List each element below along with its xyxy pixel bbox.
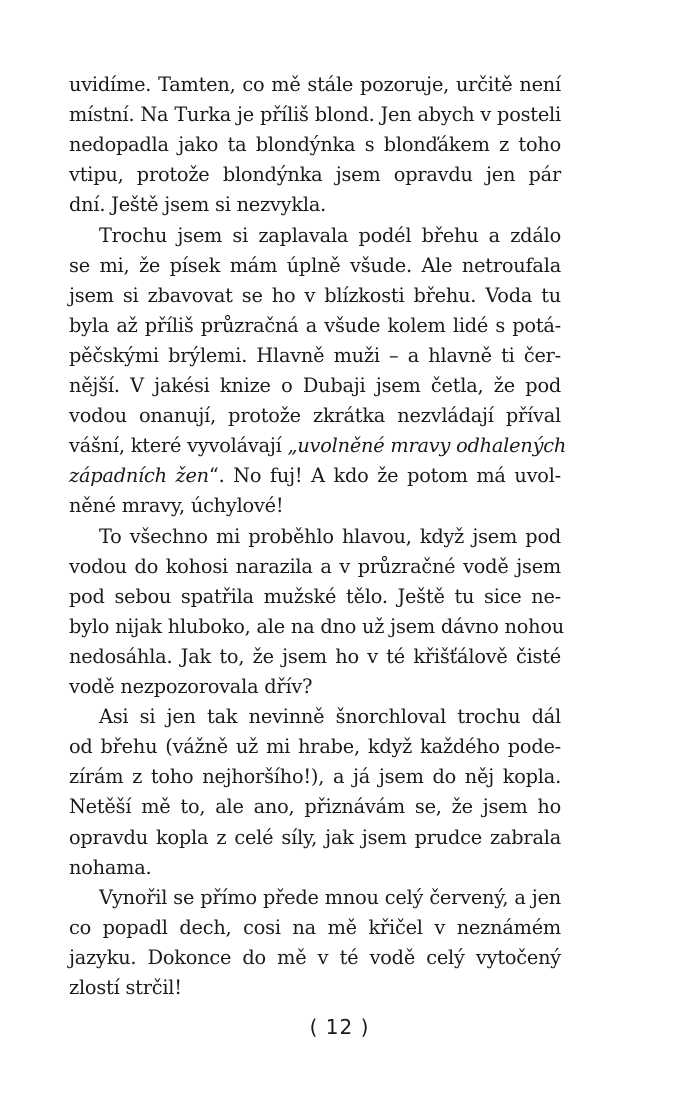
text-line: od břehu (vážně už mi hrabe, když každého pode- [69,735,561,759]
text-line: něné mravy, úchylové! [69,494,284,518]
text-span: vášní, které vyvolávají [69,434,288,458]
text-line: se mi, že písek mám úplně všude. Ale netroufala [69,253,561,277]
text-line: vodou do kohosi narazila a v průzračné vodě jsem [69,554,561,578]
text-line: opravdu kopla z celé síly, jak jsem prudce zabrala [69,825,561,849]
text-line: To všechno mi proběhlo hlavou, když jsem pod [99,524,561,548]
book-page [69,68,567,1068]
text-line: jsem si zbavovat se ho v blízkosti břehu. Voda tu [69,283,561,307]
text-line: vtipu, protože blondýnka jsem opravdu jen pár [69,163,561,187]
text-line: nohama. [69,855,152,879]
text-line: Netěší mě to, ale ano, přiznávám se, že jsem ho [69,795,561,819]
text-line: Vynořil se přímo přede mnou celý červený, a jen [99,885,561,909]
text-line: pod sebou spatřila mužské tělo. Ještě tu sice ne- [69,584,561,608]
text-line: nedosáhla. Jak to, že jsem ho v té křišťálově čisté [69,644,561,668]
text-line: co popadl dech, cosi na mě křičel v neznámém [69,915,561,939]
text-line: vodou onanují, protože zkrátka nezvládají příval [69,404,561,428]
italic-quote: západních žen [69,464,209,488]
text-line: zírám z toho nejhoršího!), a já jsem do něj kopla. [69,765,561,789]
text-line: byla až příliš průzračná a všude kolem lidé s potá- [69,313,561,337]
text-line: nější. V jakési knize o Dubaji jsem četla, že pod [69,374,561,397]
text-line: pěčskými brýlemi. Hlavně muži – a hlavně ti čer- [69,343,561,367]
text-line-italic-mixed [69,429,567,462]
text-line: vodě nezpozorovala dřív? [69,675,313,698]
text-line: uvidíme. Tamten, co mě stále pozoruje, určitě není [69,73,561,96]
text-line-italic-mixed [69,459,561,492]
page-number: ( 12 ) [309,1015,370,1039]
text-line: Trochu jsem si zaplavala podél břehu a zdálo [99,223,561,247]
text-line: bylo nijak hluboko, ale na dno už jsem dávno nohou [69,614,565,638]
text-line: jazyku. Dokonce do mě v té vodě celý vytočený [69,945,561,969]
text-span: “. No fuj! A kdo že potom má uvol- [208,464,561,488]
text-line: místní. Na Turka je příliš blond. Jen abych v posteli [69,103,561,127]
text-line: dní. Ještě jsem si nezvykla. [69,193,327,217]
text-line: Asi si jen tak nevinně šnorchloval trochu dál [99,705,561,729]
italic-quote: „uvolněné mravy odhalených [287,434,567,458]
text-line: nedopadla jako ta blondýnka s blonďákem z toho [69,133,561,157]
text-line: zlostí strčil! [69,976,182,999]
